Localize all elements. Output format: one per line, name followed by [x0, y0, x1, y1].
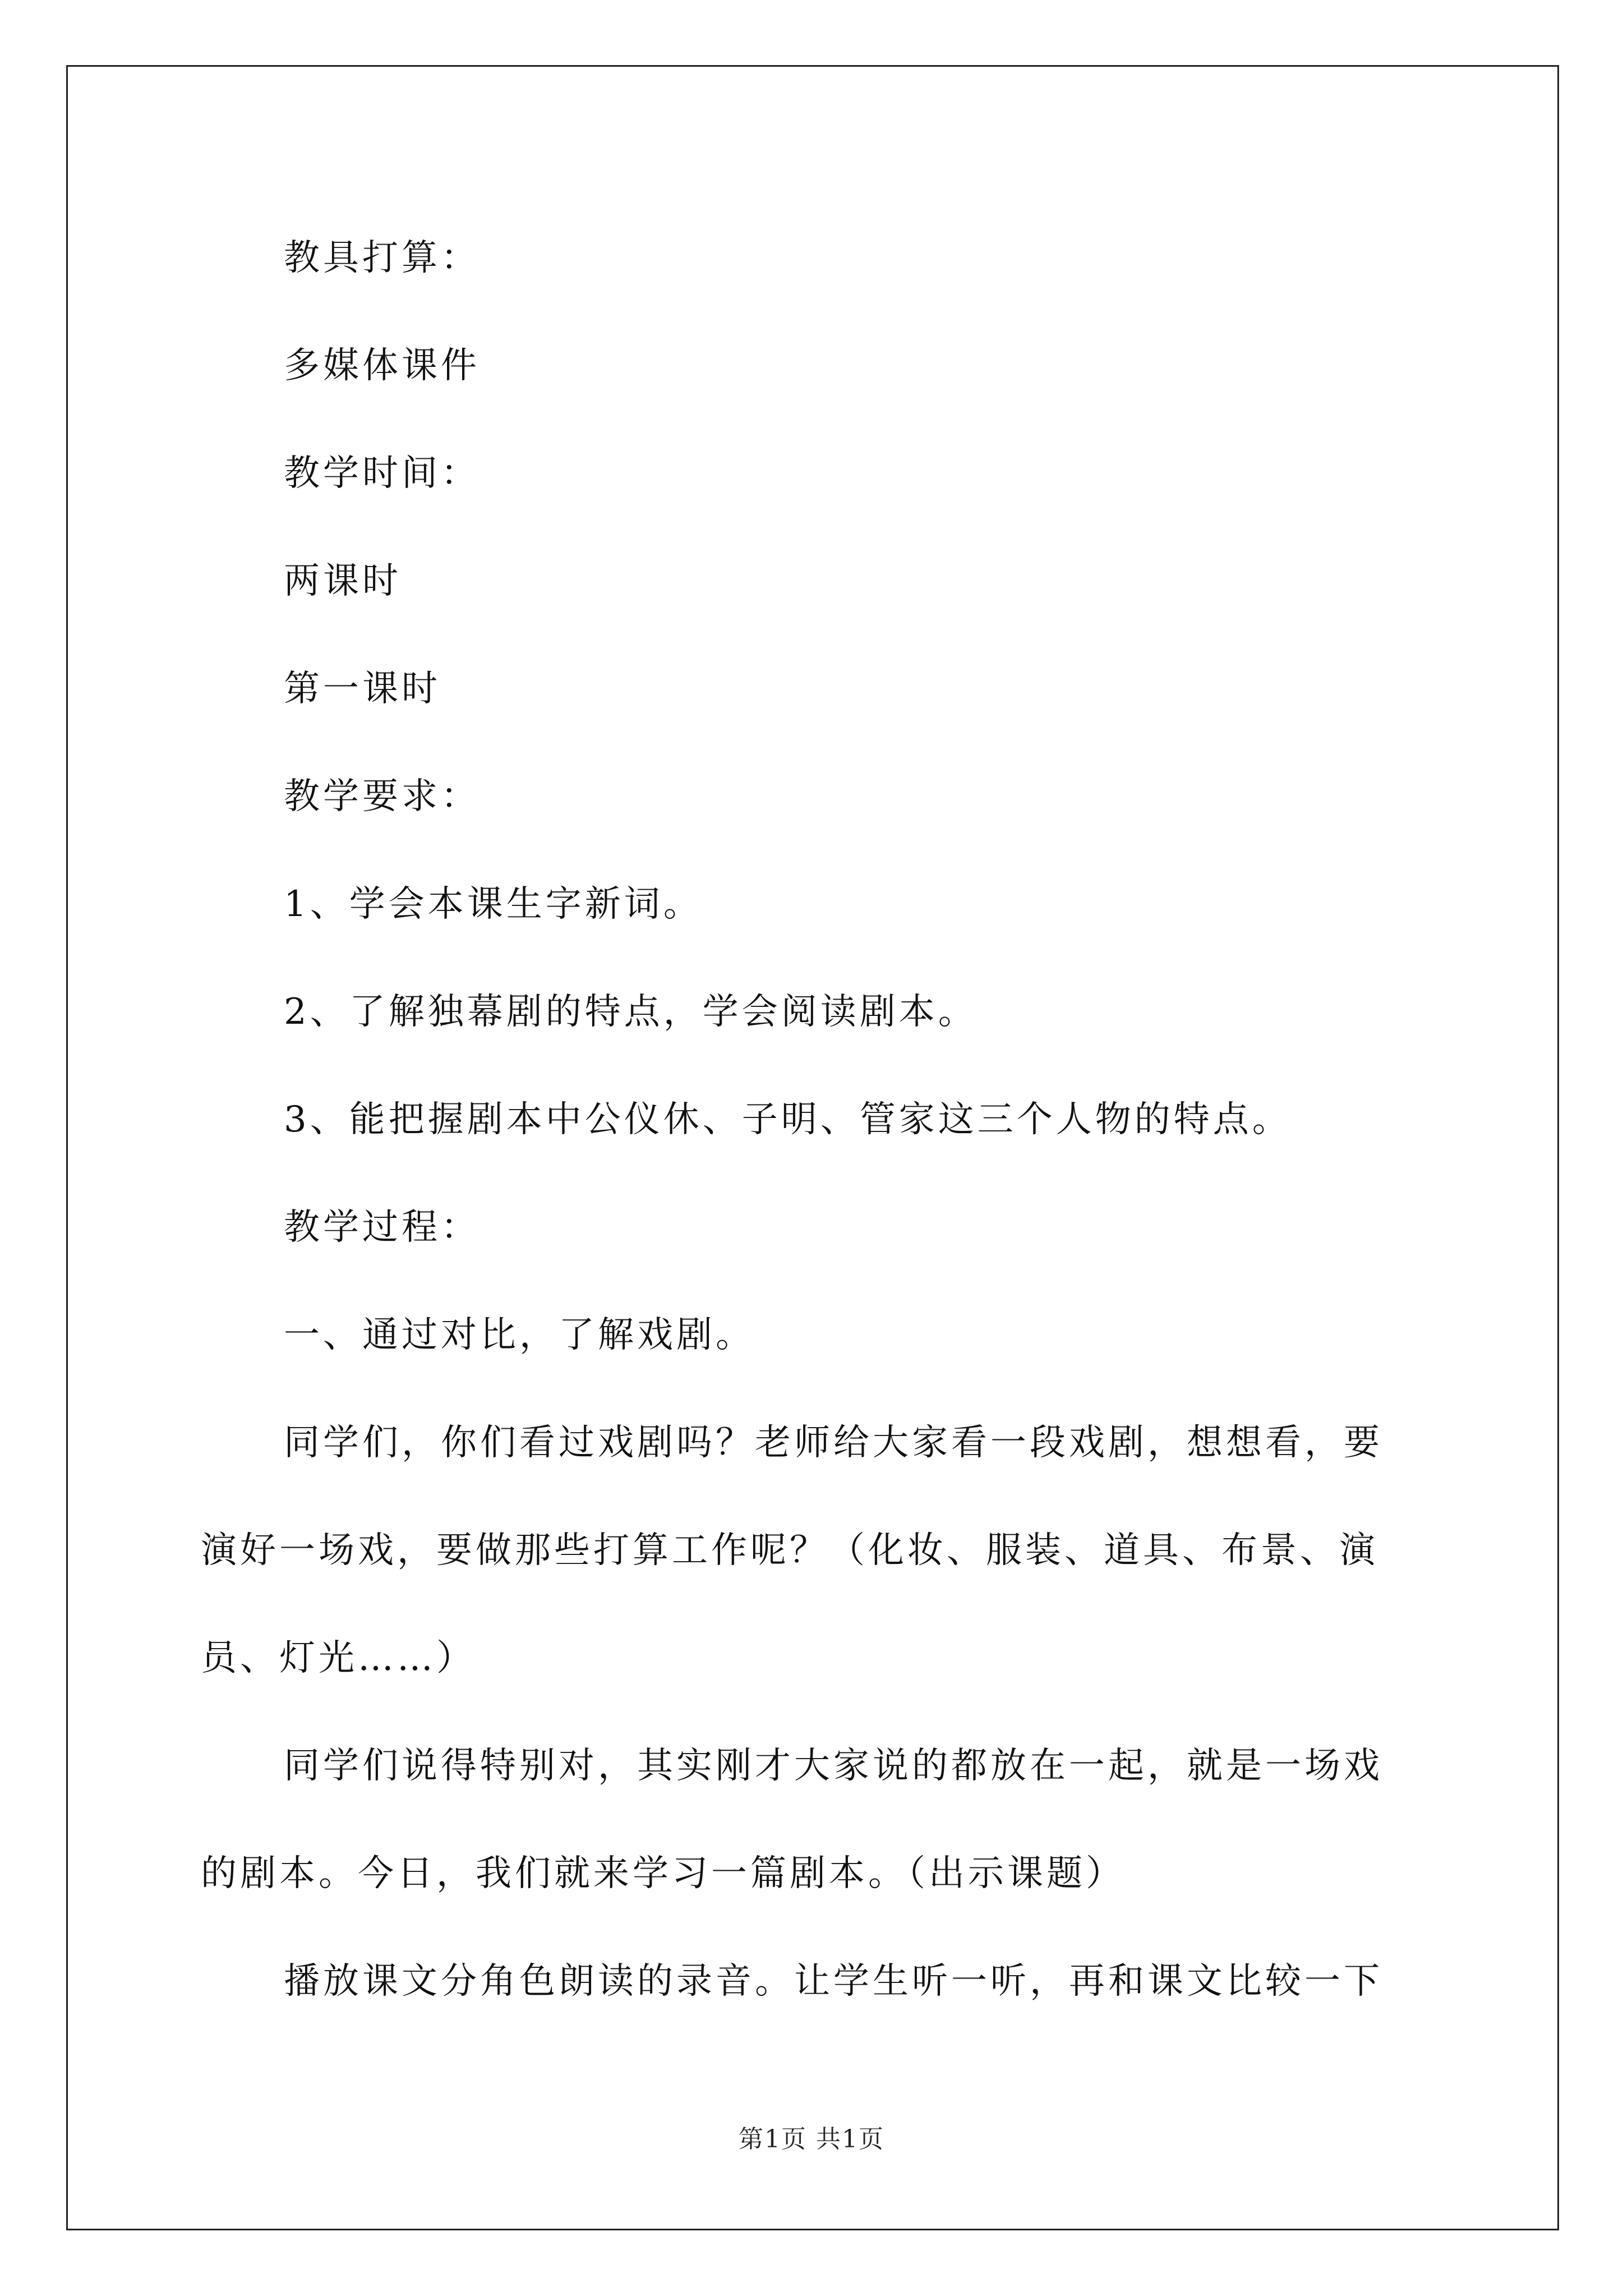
heading-process: 教学过程：	[284, 1207, 480, 1248]
paragraph-2-line-1: 同学们说得特别对，其实刚才大家说的都放在一起，就是一场戏	[284, 1745, 1383, 1787]
paragraph-3-line-1: 播放课文分角色朗读的录音。让学生听一听，再和课文比较一下	[284, 1961, 1383, 2002]
paragraph-2-line-2: 的剧本。今日，我们就来学习一篇剧本。（出示课题）	[201, 1853, 1125, 1894]
heading-first-lesson: 第一课时	[284, 668, 441, 710]
page-border	[66, 65, 1559, 2230]
list-item-2: 2、了解独幕剧的特点，学会阅读剧本。	[284, 991, 978, 1033]
page-number-footer: 第1页 共1页	[739, 2125, 884, 2154]
paragraph-1-line-3: 员、灯光……）	[201, 1637, 476, 1679]
list-item-3: 3、能把握剧本中公仪休、子明、管家这三个人物的特点。	[284, 1099, 1292, 1140]
paragraph-1-line-2: 演好一场戏，要做那些打算工作呢？（化妆、服装、道具、布景、演	[201, 1530, 1378, 1571]
heading-requirements: 教学要求：	[284, 776, 480, 817]
paragraph-1-line-1: 同学们，你们看过戏剧吗？老师给大家看一段戏剧，想想看，要	[284, 1422, 1383, 1464]
text-multimedia: 多媒体课件	[284, 345, 480, 386]
list-item-1: 1、学会本课生字新词。	[284, 884, 703, 925]
heading-teaching-aids: 教具打算：	[284, 237, 480, 279]
heading-teaching-time: 教学时间：	[284, 453, 480, 494]
text-two-lessons: 两课时	[284, 560, 402, 602]
section-heading-1: 一、通过对比，了解戏剧。	[284, 1314, 755, 1356]
